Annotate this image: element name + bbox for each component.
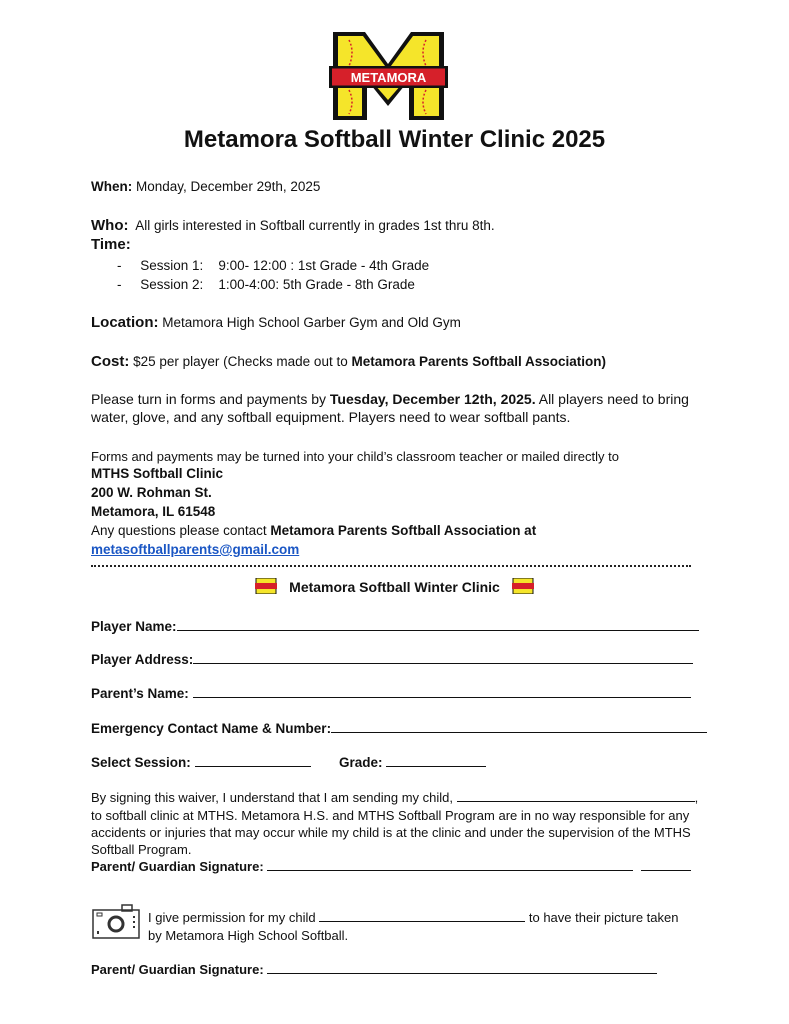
time-label: Time: [91,236,131,253]
emergency-label: Emergency Contact Name & Number: [91,721,332,736]
signature-2-field[interactable] [91,961,657,978]
photo-pre: I give permission for my child [148,910,316,925]
address-line: MTHS Softball Clinic [91,466,224,481]
photo-permission-line-2: by Metamora High School Softball. [148,928,349,943]
location-row [91,314,461,331]
cut-line [91,565,691,567]
child-name-field[interactable] [457,789,695,802]
who-row [91,217,495,234]
when-value: Monday, December 29th, 2025 [136,179,321,194]
waiver-comma: , [694,790,699,805]
cost-row [91,353,606,370]
parent-name-field[interactable] [91,685,691,702]
cost-payee: Metamora Parents Softball Association) [351,354,607,369]
waiver-line-1 [91,789,698,806]
who-value: All girls interested in Softball currently in grades 1st thru 8th. [135,218,495,233]
session-name: Session 1: [140,258,204,273]
signature-2-label: Parent/ Guardian Signature: [91,962,264,977]
waiver-line-4: Softball Program. [91,842,192,857]
location-label: Location: [91,314,159,331]
emergency-contact-field[interactable] [91,720,707,737]
email-link[interactable]: metasoftballparents@gmail.com [91,542,300,557]
waiver-text: By signing this waiver, I understand that I am sending my child, [91,790,454,805]
photo-child-field[interactable] [319,909,525,922]
form-title-text: Metamora Softball Winter Clinic [289,579,500,595]
who-label: Who: [91,217,129,234]
parent-name-label: Parent’s Name: [91,686,189,701]
player-address-label: Player Address: [91,652,194,667]
questions-org: Metamora Parents Softball Association at [270,523,537,538]
grade-field[interactable] [339,754,486,771]
deadline-line-1 [91,391,689,408]
player-name-label: Player Name: [91,619,177,634]
when-label: When: [91,179,133,194]
deadline-date: Tuesday, December 12th, 2025. [329,391,536,407]
cost-value: $25 per player (Checks made out to [133,354,352,369]
address-line: 200 W. Rohman St. [91,485,212,500]
photo-permission-line-1 [148,909,678,926]
camera-icon [91,904,141,940]
select-session-field[interactable] [91,754,311,771]
cost-label: Cost: [91,353,130,370]
metamora-logo [329,30,448,122]
mail-intro: Forms and payments may be turned into your child’s classroom teacher or mailed directly to [91,449,619,464]
grade-label: Grade: [339,755,383,770]
player-address-field[interactable] [91,651,693,668]
deadline-post: All players need to bring [535,391,689,407]
session-name: Session 2: [140,277,204,292]
player-name-field[interactable] [91,618,699,635]
svg-text:METAMORA: METAMORA [350,70,427,85]
session-2: - Session 2: 1:00-4:00: 5th Grade - 8th Grade [117,277,415,292]
questions-pre: Any questions please contact [91,523,271,538]
photo-post: to have their picture taken [528,910,679,925]
session-value: 1:00-4:00: 5th Grade - 8th Grade [218,277,415,292]
location-value: Metamora High School Garber Gym and Old Gym [162,315,461,330]
session-value: 9:00- 12:00 : 1st Grade - 4th Grade [218,258,430,273]
waiver-line-3: accidents or injuries that may occur while my child is at the clinic and under the supervision of the MTHS [91,825,691,840]
select-session-label: Select Session: [91,755,191,770]
waiver-line-2: to softball clinic at MTHS. Metamora H.S. and MTHS Softball Program are in no way responsible for any [91,808,690,823]
mini-logo-icon [255,578,277,594]
session-1: - Session 1: 9:00- 12:00 : 1st Grade - 4th Grade [117,258,430,273]
deadline-pre: Please turn in forms and payments by [91,391,330,407]
form-title [0,578,789,595]
address-line: Metamora, IL 61548 [91,504,216,519]
mini-logo-icon [512,578,534,594]
signature-1-field[interactable] [91,858,691,875]
deadline-line-2: water, glove, and any softball equipment. Players need to wear softball pants. [91,409,571,425]
when-row [91,178,320,195]
signature-1-label: Parent/ Guardian Signature: [91,859,264,874]
questions-line [91,522,536,539]
page-title: Metamora Softball Winter Clinic 2025 [183,126,606,153]
